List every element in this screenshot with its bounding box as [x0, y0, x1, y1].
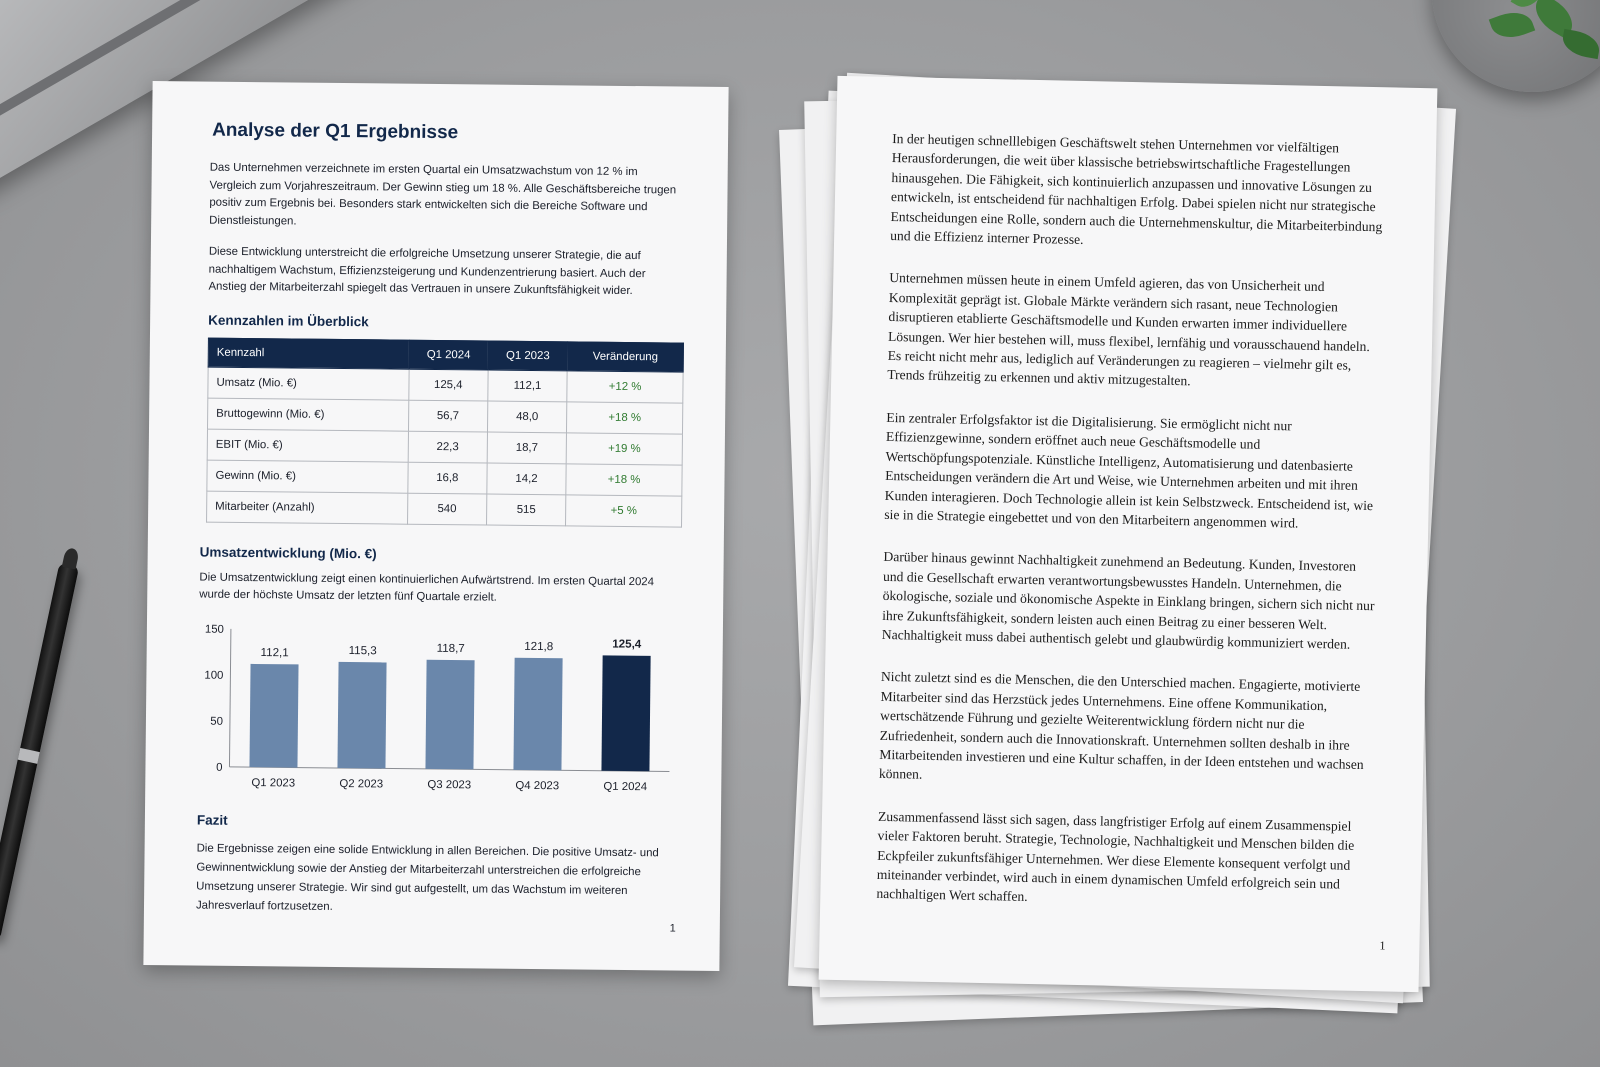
essay-page [819, 76, 1438, 992]
kpi-value-2024: 22,3 [408, 431, 488, 463]
intro-paragraph-1: Das Unternehmen verzeichnete im ersten Quartal ein Umsatzwachstum von 12 % im Vergleich zum Vorjahreszeitraum. Der Gewinn stieg um 18 %. Alle Geschäftsbereiche trugen positiv zum Ergebnis bei. Besonders stark entwickelten sich die Bereiche Software und Dienstleistungen. [209, 161, 677, 228]
page-title: Analyse der Q1 Ergebnisse [212, 119, 459, 144]
page-number: 1 [1379, 938, 1386, 953]
data-label: 121,8 [524, 639, 554, 653]
plant-pot [1432, 0, 1600, 92]
intro-paragraph-2: Diese Entwicklung unterstreicht die erfolgreiche Umsetzung unserer Strategie, die auf nachhaltigem Wachstum, Effizienzsteigerung und Kundenzentrierung basiert. Auch der Anstieg der Mitarbeiterzahl spiegelt das Vertrauen in unsere Zukunftsfähigkeit wider. [208, 245, 646, 298]
y-tick-label: 150 [204, 623, 224, 636]
kpi-value-2023: 48,0 [487, 401, 567, 433]
kpi-value-2024: 125,4 [409, 369, 489, 401]
kpi-header-cell: Q1 2023 [488, 341, 568, 371]
x-tick-label: Q4 2023 [515, 779, 560, 792]
chart-heading: Umsatzentwicklung (Mio. €) [199, 544, 377, 561]
table-row [207, 460, 682, 496]
kpi-label: Gewinn (Mio. €) [207, 460, 408, 493]
table-row [208, 367, 683, 403]
bar [337, 661, 386, 768]
kpi-value-2023: 515 [486, 494, 566, 526]
kpi-heading: Kennzahlen im Überblick [208, 312, 369, 329]
kpi-table [206, 337, 684, 527]
kpi-value-2024: 56,7 [408, 400, 488, 432]
x-tick-label: Q1 2024 [603, 780, 648, 793]
report-page [143, 81, 728, 971]
fazit-heading: Fazit [196, 812, 228, 828]
essay-paragraph: Nicht zuletzt sind es die Menschen, die den Unterschied machen. Engagierte, motivierte Mitarbeiter sind das Herzstück jedes Unternehmens. Eine offene Kommunikation, wertschätzende Führung und gezielte Weiterentwicklung fördern nicht nur die Zufriedenheit, sondern auch die Innovationskraft. Unternehmen sollten deshalb in ihre Mitarbeitenden investieren und eine Kultur schaffen, in der Ideen entstehen und wachsen können. [878, 669, 1364, 783]
kpi-header-cell: Veränderung [567, 341, 683, 371]
kpi-header-cell: Kennzahl [208, 338, 409, 369]
kpi-label: Mitarbeiter (Anzahl) [207, 491, 408, 524]
bar [249, 663, 298, 767]
kpi-label: EBIT (Mio. €) [207, 429, 408, 462]
x-tick-label: Q3 2023 [427, 778, 472, 791]
kpi-change: +12 % [567, 370, 683, 402]
bar [513, 657, 562, 770]
bar [601, 655, 650, 771]
kpi-change: +18 % [566, 463, 682, 495]
page-number: 1 [669, 922, 676, 935]
y-axis-line [229, 628, 230, 766]
bar [425, 659, 474, 769]
x-tick-label: Q1 2023 [251, 776, 296, 790]
essay-paragraph: Zusammenfassend lässt sich sagen, dass langfristiger Erfolg auf einem Zusammenspiel vieler Faktoren beruht. Strategie, Technologie, Nachhaltigkeit und Menschen bilden die Eckpfeiler zukunftsfähiger Unternehmen. Wer diese Elemente konsequent verfolgt und miteinander verbindet, wird auch in einem dynamischen Umfeld erfolgreich sein und nachhaltigen Wert schaffen. [876, 808, 1355, 905]
essay-paragraph: Darüber hinaus gewinnt Nachhaltigkeit zunehmend an Bedeutung. Kunden, Investoren und die Gesellschaft erwarten verantwortungsbewusstes Handeln. Unternehmen, die ökologische, soziale und ökonomische Aspekte in Einklang bringen, sichern sich nicht nur ihre Zukunftsfähigkeit, sondern leisten auch einen Beitrag zu einer besseren Welt. Nachhaltigkeit muss dabei authentisch gelebt und glaubwürdig kommuniziert werden. [881, 549, 1375, 652]
kpi-value-2023: 14,2 [487, 463, 567, 495]
data-label: 112,1 [260, 645, 289, 659]
data-label: 125,4 [612, 636, 642, 651]
x-tick-label: Q2 2023 [339, 777, 384, 790]
table-row [208, 398, 683, 434]
revenue-chart [187, 614, 679, 797]
kpi-label: Bruttogewinn (Mio. €) [208, 398, 409, 431]
essay-paragraph: Unternehmen müssen heute in einem Umfeld agieren, das von Unsicherheit und Komplexität geprägt ist. Globale Märkte verändern sich rasant, neue Technologien disruptieren etablierte Geschäftsmodelle und Kunden erwarten immer individuellere Lösungen. Wer hier bestehen will, muss flexibel, lernfähig und vorausschauend handeln. Es reicht nicht mehr aus, lediglich auf Veränderungen zu reagieren – vielmehr gilt es, Trends frühzeitig zu erkennen und aktiv mitzugestalten. [887, 270, 1371, 389]
essay-paragraph: Ein zentraler Erfolgsfaktor ist die Digitalisierung. Sie ermöglicht nicht nur Effizienzgewinne, sondern eröffnet auch neue Geschäftsmodelle und Wertschöpfungspotenziale. Künstliche Intelligenz, Automatisierung und datenbasierte Entscheidungen verändern die Art und Weise, wie Unternehmen arbeiten und mit ihren Kunden interagieren. Doch Technologie allein ist kein Selbstzweck. Entscheidend ist, wie sie in die Strategie eingebettet und von den Mitarbeitern angenommen wird. [884, 409, 1374, 531]
kpi-change: +19 % [566, 432, 682, 464]
y-tick-label: 100 [204, 669, 224, 682]
table-row [207, 429, 682, 465]
essay-paragraph: In der heutigen schnelllebigen Geschäftswelt stehen Unternehmen vor vielfältigen Herausforderungen, die weit über klassische betriebswirtschaftliche Fragestellungen hinausgehen. Die Fähigkeit, sich kontinuierlich anzupassen und innovative Lösungen zu entwickeln, ist entscheidend für nachhaltigen Erfolg. Dabei spielen nicht nur strategische Entscheidungen eine Rolle, sondern auch die Unternehmenskultur, die Mitarbeiterbindung und die Effizienz interner Prozesse. [890, 130, 1383, 248]
kpi-header-cell: Q1 2024 [409, 340, 489, 370]
y-tick-label: 0 [216, 761, 223, 774]
chart-description: Die Umsatzentwicklung zeigt einen kontinuierlichen Aufwärtstrend. Im ersten Quartal 2024 wurde der höchste Umsatz der letzten fünf Quartale erzielt. [199, 571, 655, 604]
kpi-value-2023: 112,1 [488, 370, 568, 402]
data-label: 115,3 [348, 643, 377, 657]
table-row [207, 491, 682, 527]
revenue-bar-chart [187, 614, 679, 797]
kpi-value-2023: 18,7 [487, 432, 567, 464]
pen [0, 562, 79, 938]
y-tick-label: 50 [210, 715, 224, 728]
kpi-change: +18 % [567, 401, 683, 433]
kpi-label: Umsatz (Mio. €) [208, 367, 409, 400]
fazit-paragraph: Die Ergebnisse zeigen eine solide Entwicklung in allen Bereichen. Die positive Umsatz- und Gewinnentwicklung sowie der Anstieg der Mitarbeiterzahl unterstreichen die erfolgreiche Umsetzung unserer Strategie. Wir sind gut aufgestellt, um das Wachstum im weiteren Jahresverlauf fortzusetzen. [195, 842, 659, 913]
kpi-value-2024: 540 [407, 493, 487, 525]
kpi-change: +5 % [566, 494, 682, 526]
data-label: 118,7 [436, 641, 465, 655]
kpi-value-2024: 16,8 [408, 462, 488, 494]
